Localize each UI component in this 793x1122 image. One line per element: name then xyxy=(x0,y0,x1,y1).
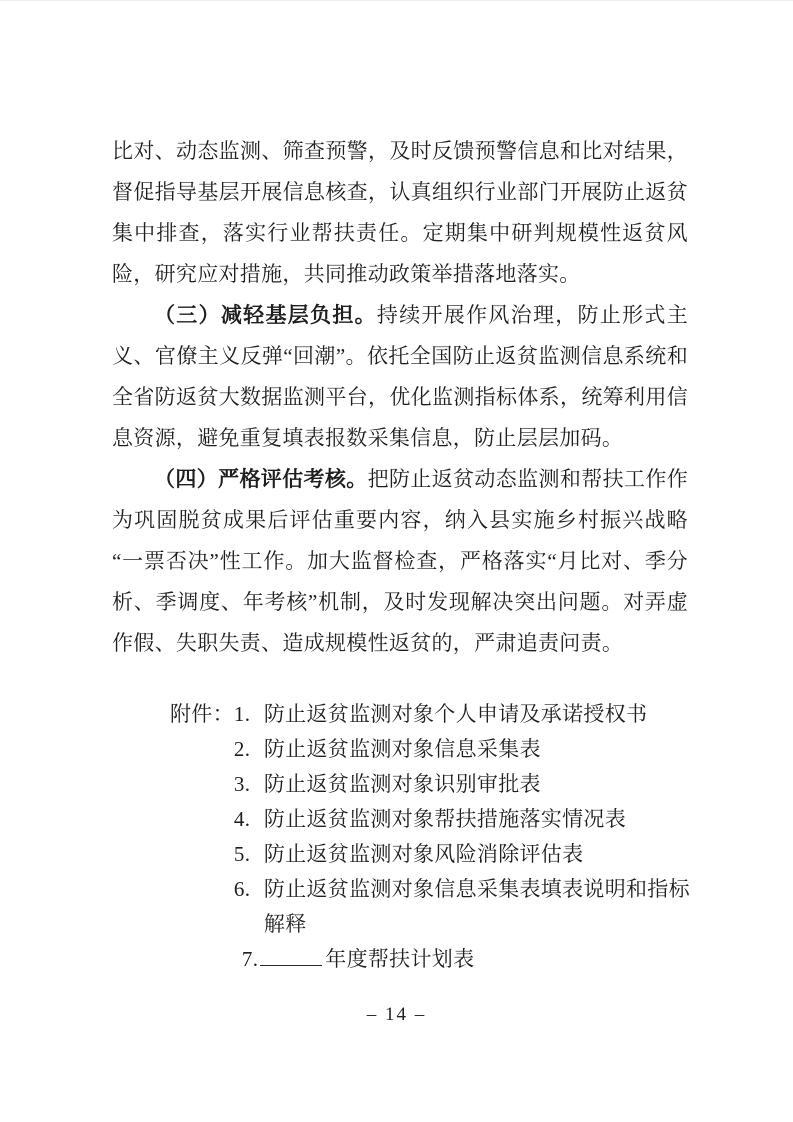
attachment-item xyxy=(242,942,704,977)
attachment-item xyxy=(234,697,704,732)
attachment-item xyxy=(234,732,704,767)
attachment-item xyxy=(234,872,704,942)
body-paragraph xyxy=(112,459,688,664)
body-paragraph xyxy=(112,131,688,295)
attachments-block xyxy=(112,697,688,977)
fill-in-blank xyxy=(260,949,322,966)
paragraph-text: 持续开展作风治理，防止形式主义、官僚主义反弹“回潮”。依托全国防止返贫监测信息系统和全省防返贫大数据监测平台，优化监测指标体系，统筹利用信息资源，避免重复填表报数采集信息，防止层层加码。 xyxy=(112,303,689,450)
page-number: – 14 – xyxy=(366,1004,427,1025)
attachment-title: 防止返贫监测对象信息采集表 xyxy=(263,737,541,761)
attachments-label: 附件： xyxy=(170,702,234,726)
section-heading: （三）减轻基层负担。 xyxy=(154,303,377,327)
attachment-number: 6. xyxy=(233,877,251,901)
attachments-list xyxy=(234,697,704,977)
body-paragraph xyxy=(112,295,688,459)
attachment-number: 2. xyxy=(233,737,251,761)
attachment-title: 年度帮扶计划表 xyxy=(325,947,475,971)
attachment-title: 防止返贫监测对象帮扶措施落实情况表 xyxy=(263,807,627,831)
attachment-number: 3. xyxy=(233,772,251,796)
attachment-number: 7. xyxy=(241,947,259,971)
attachment-item xyxy=(234,837,704,872)
attachment-item xyxy=(234,767,704,802)
attachment-title: 防止返贫监测对象个人申请及承诺授权书 xyxy=(263,702,648,726)
attachment-number: 4. xyxy=(233,807,251,831)
section-heading: （四）严格评估考核。 xyxy=(154,467,368,491)
attachment-title: 防止返贫监测对象信息采集表填表说明和指标解释 xyxy=(263,877,690,936)
paragraph-text: 把防止返贫动态监测和帮扶工作作为巩固脱贫成果后评估重要内容，纳入县实施乡村振兴战略“一票否决”性工作。加大监督检查，严格落实“月比对、季分析、季调度、年考核”机制，及时发现解决突出问题。对弄虚作假、失职失责、造成规模性返贫的，严肃追责问责。 xyxy=(112,467,688,655)
document-body xyxy=(112,131,688,977)
attachment-number: 1. xyxy=(233,702,251,726)
attachment-title: 防止返贫监测对象识别审批表 xyxy=(263,772,541,796)
attachment-item xyxy=(234,802,704,837)
attachment-title: 防止返贫监测对象风险消除评估表 xyxy=(263,842,584,866)
attachment-number: 5. xyxy=(233,842,251,866)
paragraph-text: 比对、动态监测、筛查预警，及时反馈预警信息和比对结果，督促指导基层开展信息核查，认真组织行业部门开展防止返贫集中排查，落实行业帮扶责任。定期集中研判规模性返贫风险，研究应对措施，共同推动政策举措落地落实。 xyxy=(112,139,688,286)
